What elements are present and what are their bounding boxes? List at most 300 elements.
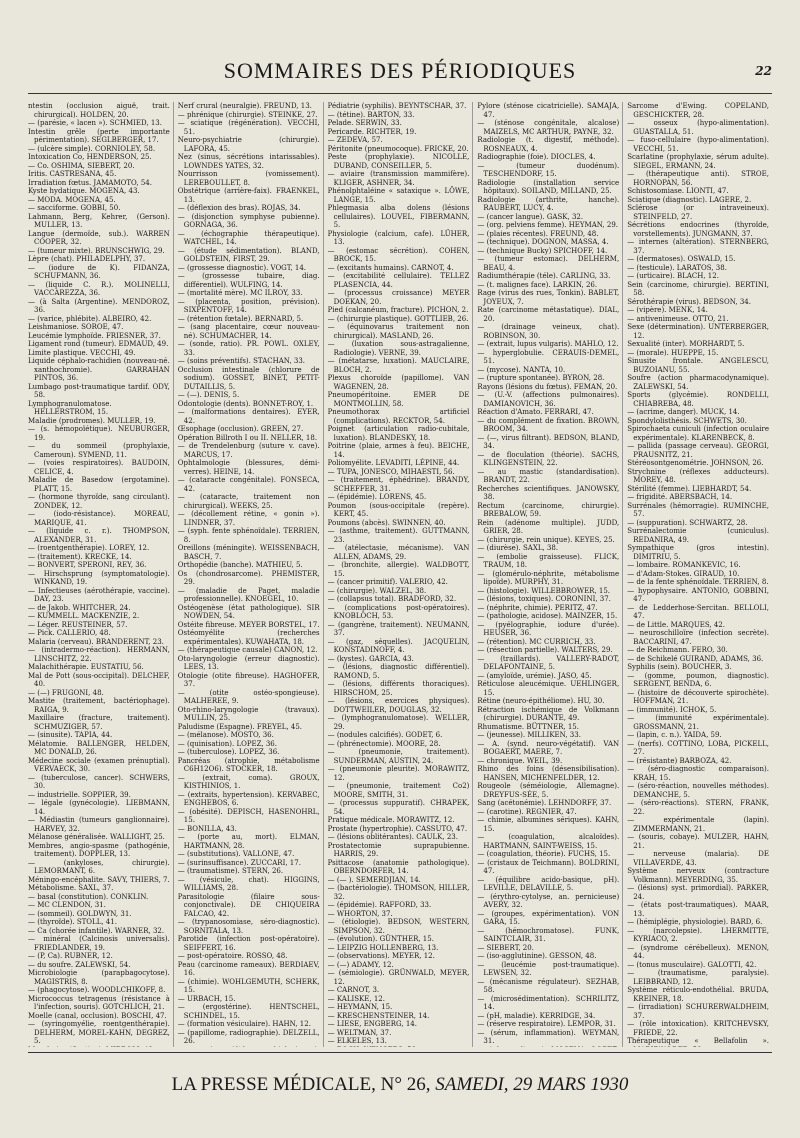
index-entry: — Léger. REUSTEINER, 57. [28,620,128,629]
index-entry: — (morale). HUEPPE, 15. [627,348,719,357]
index-entry: — neuroschilloïre (infection secrète). BACCARINI, 47. [627,629,769,646]
index-entry: Sarcome d'Ewing. COPELAND, GESCHICKTER, 28. [627,102,769,119]
index-entry: — (extrait, coma). GROUX, KISTHINIOS, 1. [177,773,320,790]
index-entry: — industrielle. SOPPIER, 39. [28,790,131,799]
index-entry: — (sonde, ratio). PR. POWL. OXLEY, 33. [177,340,320,357]
index-entry: — Médiastin (tumeurs ganglionnaire). HARVEY, 32. [28,816,170,833]
index-entry: — (U.-V. (affections pulmonaires). DAMIANOVICH, 36. [477,391,620,408]
index-entry: Kyste hydatique. MOGENA, 43. [28,187,140,195]
index-entry: — (placenta, position, prévision). SIXPENTOFF, 14. [177,297,320,314]
index-entry: Oto-laryngologie (erreur diagnostic). LEES, 13. [177,654,320,671]
index-entry: — (t. malignes face). LARKIN, 26. [477,280,598,289]
index-entry: Surrénales (hémorragie). RUMINCHE, 57. [627,501,769,518]
index-entry: — (liquide C. R.). MOLINELLI, VACCAREZZA, 36. [28,280,170,297]
index-entry: Pelade. SERWIN, 33. [327,119,402,127]
index-entry: — internes (altération). STERNBERG, 37. [627,238,769,255]
index-entry: — Ca (chorée infantile). WARNER, 32. [28,926,165,935]
index-entry [328,1046,470,1048]
index-entry: — KRESCHENSTEINER, 14. [327,1011,430,1020]
index-entry: — (groupes, expérimentation). VON GARA, 15. [477,909,620,926]
index-entry: — (carotine). REGNIER, 47. [477,807,577,816]
index-entry: Prostate (hypertrophie). CASSUTO, 47. [327,824,468,833]
index-entry: Lymphogranulomatose. HELLERSTROM, 15. [28,399,112,416]
index-entry: — (phagocytose). WOODLCHIKOFF, 8. [28,986,166,994]
index-entry: Liquide céphalo-rachidien (nouveau-né. xanthochromie). GARRAHAN PINTOS, 36. [28,357,170,382]
index-entry: — (voies respiratoires). BAUDOIN, CELICE, 4. [28,459,170,476]
index-entry: — de Reichmann. FERO, 30. [627,646,728,654]
index-entry: — (lésions oblitérantes). CAULK, 23. [327,833,458,841]
index-entry: Nerf crural (neuralgie). FREUND, 13. [177,102,312,110]
index-entry: — (hémochromatose). FUNK, SAINTCLAIR, 31. [477,926,620,943]
index-entry: — (immunité). ICHOK, 5. [627,705,717,714]
index-entry: — (sinusite). TAPIA, 44. [28,731,113,739]
index-entry: — (nerfs). COTTINO, LOBA, PICKELL, 27. [627,739,769,756]
index-entry: — frigidité. ABERSBACH, 14. [627,493,733,501]
index-entry: — hypophysaire. ANTONIO, GOBBINI, 47. [627,586,769,603]
index-entry: — (tuberculose, cancer). SCHWERS, 30. [28,773,170,790]
index-entry: — (thérapeutique causale) CANON, 12. [177,646,318,654]
index-entry: — (épidémie). RAFFORD, 33. [327,901,432,909]
index-entry: Radiographie (foie). DIOCLES, 4. [477,153,596,161]
index-entry: — de Jakob. WHITCHER, 24. [28,603,131,612]
footer-date: SAMEDI, 29 MARS 1930 [435,1074,629,1095]
index-entry: Malachithérapie. EUSTATIU, 56. [28,663,144,671]
index-entry: Pneumopéritoine. EMER DE MONTMOLLIN, 58. [327,391,470,408]
index-entry: Prostatectomie suprapubienne. HARRIS, 29. [327,841,470,858]
index-entry: — au mastic (standardisation). BRANDT, 22. [477,467,620,484]
index-entry: Pédiatrie (syphilis). BEYNTSCHAR, 37. [327,102,467,110]
index-entry: Ostéogenèse (état pathologique). SIR NOWDEN, 54. [177,603,320,620]
index-entry: — de Little. MARQUES, 42. [627,620,725,629]
index-entry: — (érythro-cytolyse, an. pernicieuse) AVERY, 32. [477,892,620,909]
index-entry: — BONILLA, 43. [177,824,237,833]
index-entry: Radiumthérapie (téle). CARLING, 33. [477,272,611,280]
index-entry: — KUMMELL. MACKENZIE, 2. [28,612,140,620]
index-entry: — LEIPZIG HOLLENBERG, 13. [327,943,439,952]
index-entry: — (technique Bucky) SPICHOFF, 14. [477,246,608,255]
index-entry: Métabolisme. SAXL, 37. [28,884,114,892]
index-entry: — (extrait, lupus vulgaris). MAHLO, 12. [477,340,619,348]
index-entry: Odontologie (dents). BONNET-ROY, 1. [177,399,314,408]
index-entry: Médecine sociale (examen prénuptial). VERVAECK, 30. [28,756,170,773]
index-entry: — (irradiation) SCHURERWALDHEIM, 37. [627,1003,769,1020]
index-entry: — (kystes). GARCIA, 43. [327,654,414,663]
index-entry: Spirochaeta cuniculi (infection oculaire expérimentale). KLARENBECK, 8. [627,425,769,442]
index-entry: — (gomme, poumon, diagnostic). SERGENT, BENDA, 6. [627,671,769,688]
index-entry: Irradiation fœtus. JAMAMOTO, 54. [28,178,152,187]
index-entry: — (diurèse). SAXL, 38. [477,544,559,552]
index-entry: — (technique). DOGNON, MASSA, 4. [477,238,609,246]
index-entry: — (grossesse tubaire, diag. différentiel). WULFING, 14. [177,272,320,289]
index-entry: Malaria (cerveau). BRANDERENT, 23. [28,637,164,646]
index-entry: — (thyroïde). STOLL, 41. [28,918,117,926]
footer-journal: LA PRESSE MÉDICALE, N° 26, [171,1074,431,1095]
index-entry: Lahmann, Berg, Kehrer, (Gerson). MULLER, 13. [28,212,170,229]
index-entry: — (quinisation). LOPEZ, 36. [177,739,277,748]
index-entry: — (grossesse diagnostic). VOGT, 14. [177,263,307,272]
index-entry: — (chirurgie). WALZEL, 38. [327,586,427,595]
index-entry: Moelle (canal, occlusion). BOSCHI, 47. [28,1011,167,1020]
index-entry: Thérapeutique « Bellafolin ». [627,1037,769,1045]
index-entry: — (intradermo-réaction). HERMANN, LINSCHITZ, 22. [28,646,170,663]
index-entry: Pericarde. RICHTER, 19. [327,127,417,136]
index-entry: Peau (carcinome rameaux). BERDIAEV, 16. [177,960,320,977]
index-entry: Scarlatine (prophylaxie, sérum adulte). SIEGEL, ERMANN, 24. [627,153,769,170]
index-entry: — (rétention fœtale). BERNARD, 5. [177,314,304,323]
index-entry: — (résection partielle). WALTERS, 29. [477,646,613,654]
index-entry: Neuro-psychiatrie (chirurgie). LAFORA, 45. [177,136,320,153]
index-entry: — (mortalité mère). MC ILROY, 33. [177,289,303,297]
index-entry: — aviaire (transmission mammifère). KLIGER, ASHNER, 34. [327,170,470,187]
index-entry: Rein (adénome multiple). JUDD, GRIER, 28. [477,518,620,535]
index-entry: Système nerveux (contracture Volkmann). MEYERDING, 35. [627,867,769,884]
index-entry: — (cancer langue). GASK, 32. [477,212,584,221]
page-title: SOMMAIRES DES PÉRIODIQUES [223,58,577,83]
index-entry: — (papillome, radiographie). DELZELL, 26. [177,1028,320,1045]
index-entry: — Hirschsprung (symptomatologie). WINKAND, 19. [28,569,170,586]
index-column-3 [328,102,474,1047]
index-entry: Ligament rond (tumeur). EDMAUD, 49. [28,340,169,348]
index-entry: Mal de Pott (sous-occipital). DELCHEF, 40. [28,671,170,688]
index-entry: Surrénalectomie (cuniculus). REDANIRA, 49. [627,527,769,544]
index-entry: — (narcolepsie). LHERMITTE, KYRIACO, 2. [627,926,769,943]
index-entry: — (traillards). VALLERY-RADOT, DELAFONTAINE, 5. [477,654,620,671]
index-entry: — (chirurgie plastique). GOTTLIEB, 26. [327,314,469,323]
index-entry: Pratique médicale. MORAWITZ, 12. [327,816,455,824]
index-entry: — (cancer primitif). VALERIO, 42. [327,578,448,586]
index-entry: Os (chondrosarcome). PHEMISTER, 29. [177,569,320,586]
index-entry: — URBACH, 15. [177,994,236,1003]
index-entry: Poitrine (plaie, armes à feu). BEICHE, 14. [327,442,470,459]
index-entry: Syphilis (sein). BOUCHER, 3. [627,663,732,671]
index-entry: — (processus croissance) MEYER DOEKAN, 20. [327,289,470,306]
index-entry: — (asthme, traitement). GUTTMANN, 23. [327,527,470,544]
index-entry: — (luxation sous-astragalienne, Radiologie). VERNE, 39. [327,340,470,357]
index-entry: — (gaz, séquelles). JACQUELIN, KONSTADINOFF, 4. [327,637,470,654]
index-entry: — (observations). MEYER, 12. [327,952,435,960]
index-entry: — (nodules calcifiés). GODET, 6. [327,731,443,739]
index-entry [28,1046,170,1048]
index-entry: — (varice, phlébite). ALBEIRO, 42. [28,314,152,323]
index-entry: Phlegmasia alba dolens (lésions cellulaires). LOUVEL, FIBERMANN, 5. [327,204,470,229]
index-entry: — (traitement). KRECKE, 14. [28,552,132,561]
index-entry: — (plaies récentes). FREUND, 48. [477,229,599,238]
index-entry: — (étude sédimentation). BLAND, GOLDSTEIN, FIRST, 29. [177,246,320,263]
index-entry: Opération Billroth I ou II. NELLER, 18. [177,433,318,442]
index-entry: — (acrime, danger). MUCK, 14. [627,408,740,416]
index-entry: — (— ). SEMERDJIAN, 14. [327,875,421,884]
index-entry: — (tumeur duodénum). TESCHENDORF, 15. [477,161,620,178]
index-entry: — (malformations dentaires). EYER, 42. [177,408,320,425]
index-entry: — (métatarse, luxation). MAUCLAIRE, BLOCH, 2. [327,357,470,374]
index-entry: — (jeunesse). MILLIKEN, 33. [477,731,581,739]
index-entry: Paludisme (Espagne). FREYEL, 45. [177,722,303,731]
index-entry: Mastite (traitement, bactériophage). RAIGA, 9. [28,697,170,714]
index-entry: — (tumeur estomac). DELHERM, BEAU, 4. [477,255,620,272]
index-entry: — (embolie graisseuse). FLICK, TRAUM, 18. [477,552,620,569]
index-entry: — (—). DENIS, 5. [177,391,240,399]
index-entry: — (équilibre acido-basique, pH). LEVILLE, DELAVILLE, 5. [477,875,620,892]
index-entry: — (syringomyélie, roentgenthérapie). DELHERM, MOREL-KAHN, DEGREZ, 5. [28,1020,170,1045]
index-entry: Rectum (carcinome, chirurgie). BREBALOW, 59. [477,501,620,518]
index-entry: — (atélectasie, mécanisme). VAN ALLEN, ADAMS, 29. [327,544,470,561]
index-entry: — sciatique (régénération). VECCHI, 51. [177,119,320,136]
index-entry: — (testicule). LARATOS, 38. [627,263,727,272]
index-entry: Soufre (action pharmacodynamique). ZALEWSKI, 54. [627,374,769,391]
index-entry: — du sommeil (prophylaxie, Cameroun). SYMEND, 11. [28,442,170,459]
index-entry: Sympathique (gros intestin). DIMITRIU, 5. [627,544,769,561]
index-entry: — (lapin, c. n.). YAIDA, 59. [627,731,722,739]
index-entry: — (suppuration). SCHWARTZ, 28. [627,518,748,527]
index-entry: — (lésions) syst. primordial). PARKER, 24. [627,884,769,901]
index-entry: — (lésions, toxiques). CORONINI, 37. [477,595,611,603]
index-entry: — LIESE, ENGBERG, 14. [327,1020,417,1028]
index-entry: — de la fente sphénoïdale. TERRIEN, 8. [627,578,769,586]
index-entry: — hyperglobulie. CERAUIS-DEMEL, 51. [477,348,620,365]
index-entry: — (histoire de découverte spirochète). HOFFMAN, 21. [627,688,769,705]
index-entry: — (pyélographie, iodure d'urée). HEUSER, 36. [477,620,620,637]
index-entry: — (—) FRUGONI, 48. [28,688,104,697]
index-entry: — (iodure de K). FIDANZA, SCHUFMANN, 36. [28,263,170,280]
index-entry: — (coagulation, alcaloïdes). HARTMANN, SAINT-WEISS, 15. [477,833,620,850]
index-entry: — fuso-cellulaire (hypo-alimentation). VECCHI, 51. [627,136,769,153]
index-entry: — (déflexion des bras). ROJAS, 34. [177,204,301,212]
index-entry: Lumbago post-traumatique tardif. ODY, 58. [28,382,170,399]
index-entry: — (pneumonie, traitement Co2) MOORE, SMITH, 31. [327,782,470,799]
index-entry: — (syph. fente sphénoïdale). TERRIEN, 8. [177,527,320,544]
index-entry: — Infectieuses (aérothérapie, vaccine). DAY, 23. [28,586,170,603]
index-entry: — (dermatoses). OSWALD, 15. [627,255,736,263]
index-entry: Système réticulo-endothélial. BRUDA, KREINER, 18. [627,986,769,1003]
index-entry: — (disjonction symphyse pubienne). GORNAGA, 36. [177,212,320,229]
index-entry: Poumon (sous-occipitale (repère). KERT, 45. [327,501,470,518]
index-entry: Sexualité (inter). MORHARDT, 5. [627,340,745,348]
index-entry: Œsophage (occlusion). GREEN, 27. [177,425,304,433]
index-entry: ntestin (occlusion aiguë, trait. chirurgical). HOLDEN, 20. [28,102,170,119]
index-entry: Rage (virus des rues, Tonkin). BABLET, JOYEUX, 7. [477,289,620,306]
index-entry: Obstétrique (arrière-faix). FRAENKEL, 13. [177,187,320,204]
index-entry: — (traumatisme). STERN, 26. [177,867,284,875]
footer-rule [28,1052,772,1053]
index-entry: — (lésions, diagnostic différentiel). RAMOND, 5. [327,663,470,680]
index-entry: — (thérapeutique anti). STROE, HORNOPAN, 56. [627,170,769,187]
index-entry [178,1046,320,1048]
index-entry: — (drainage veineux, chat). ROBINSON, 30. [477,323,620,340]
index-entry: — (tonus musculaire). GALOTTI, 42. [627,960,757,969]
index-entry: Péritonite (pneumocoque). FRICKE, 20. [327,144,469,153]
index-entry: — (iodo-résistance). MOREAU, MARIQUE, 41. [28,510,170,527]
index-entry: Sécrétions endocrines (thyroïde, vorstellements). JUNGMANN, 37. [627,221,769,238]
index-entry: — (—, virus filtrant). BEDSON, BLAND, 34. [477,433,620,450]
index-entry: Maladie (prodromes). MULLER, 19. [28,416,156,425]
index-entry: Ophtalmologie (blessures, démi-verres). HEINE, 14. [177,459,320,476]
index-entry: — pallida (passage cerveau). GEORGI, PRAUSNITZ, 21. [627,442,769,459]
index-entry: — (pneumonie pleurite). MORAWITZ, 12. [327,765,470,782]
index-entry: — (sommeil). GOLDWYN, 31. [28,909,132,918]
index-entry: — (évolution). GÜNTHER, 15. [327,935,434,943]
index-entry: — (sang placentaire, cœur nouveau-né). SCHUMACHER, 14. [177,323,320,340]
index-entry: — (otite ostéo-spongieuse). MALHEREE, 9. [177,688,320,705]
index-entry: Méningo-encéphalite. SAVY, THIERS, 7. [28,875,170,884]
index-column-5 [627,102,772,1047]
index-entry: — (porte au, mort). ELMAN, HARTMANN, 28. [177,833,320,850]
index-entry: — ELKELES, 13. [327,1037,387,1045]
index-entry: — (pH, maladie). KERRIDGE, 34. [477,1011,596,1020]
index-entry: — (urticaire). BLACH, 12. [627,272,719,280]
index-entry: Sclérose (or intraveineux). STEINFELD, 27. [627,204,769,221]
index-entry: — (trypanosomiase, séro-diagnostic). SORNITALA, 13. [177,918,320,935]
index-entry: — (décollement rétine, « gonin »). LINDNER, 37. [177,510,320,527]
index-entry: Nourrisson (vomissement). LEREBOULLET, 8. [177,170,320,187]
index-entry: — (microsédimentation). SCHRILITZ, 14. [477,994,620,1011]
index-entry: Iritis. CASTRESANA, 45. [28,170,117,178]
index-entry: Pylore (sténose cicatricielle). SAMAJA, 47. [477,102,620,119]
index-entry: — (sémiologie). GRÜNWALD, MEYER, 12. [327,969,470,986]
index-entry: — (séro-réaction, nouvelles méthodes). DEMANCHE, 5. [627,782,769,799]
index-entry: — (tuberculose). LOPEZ, 36. [177,748,280,756]
index-entry: — (estomac sécrétion). COHEN, BROCK, 15. [327,246,470,263]
index-entry: — HEYMANN, 15. [327,1003,393,1011]
index-entry: — (rétention). MC CURRICH, 33. [477,637,596,646]
index-entry: — WHORTON, 37. [327,909,393,918]
index-entry: — (parésie, « lacen »). SCHMIED, 13. [28,119,162,127]
index-entry: — (épidémie). LORENS, 45. [327,493,427,501]
index-entry: — légale (gynécologie). LIEBMANN, 14. [28,799,170,816]
index-entry: — (rupture spontanée). BYRON, 28. [477,374,605,382]
index-entry: — (vipère). MENK, 14. [627,306,708,314]
index-entry: — (P, Ca). RUBNER, 12. [28,952,113,960]
index-entry: — (pathologie, acidose). MAINZER, 15. [477,612,618,620]
index-entry: — (étiologie). BEDSON, WESTERN, SIMPSON, 32. [327,918,470,935]
index-entry: Rate (carcinome métastatique). DIAL, 20. [477,306,620,323]
index-entry: — (mécanisme régulateur). SEZHAB, 58. [477,977,620,994]
index-entry: — de floculation (théorie). SACHS, KLINGENSTEIN, 22. [477,450,620,467]
index-entry: — basal (constitution). CONKLIN. [28,892,149,901]
index-entry: Réticulose aleucémique. UEHLINGER, 15. [477,680,620,697]
index-entry: — (chirurgie, rein unique). KEYES, 25. [477,535,615,544]
index-entry: Pneumothorax artificiel (complications). RECKTOR, 54. [327,408,470,425]
index-entry: — (cristaux de Teichmann). BOLDRINI, 47. [477,858,620,875]
index-entry: Rétraction ischémique de Volkmann (chirurgie). DURANTE, 49. [477,705,620,722]
index-entry: — post-opératoire. ROSSO, 48. [177,952,288,960]
index-entry: — (bronchite, allergie). WALDBOTT, 15. [327,561,470,578]
index-entry: — (séro-réactions). STERN, FRANK, 22. [627,799,769,816]
index-entry: — (phrénectomie). MOORE, 28. [327,739,441,748]
index-entry: — CARNOT, 3. [327,986,380,994]
index-entry: — phrénique (chirurgie). STEINKE, 27. [177,110,318,119]
index-entry: — (traitement, éphédrine). BRANDY, SCHEFFER, 31. [327,476,470,493]
index-entry: — (lymphogranulomatose). WELLER, 29. [327,714,470,731]
index-entry: — (gangrène, traitement). NEUMANN, 37. [327,620,470,637]
index-columns [28,102,772,1047]
index-entry: — (traumatisme, paralysie). LEIBBRAND, 12. [627,969,769,986]
index-entry: — nerveuse (malaria). DE VILLAVERDE, 43. [627,850,769,867]
index-entry: — (réserve respiratoire). LEMPOR, 31. [477,1020,616,1028]
index-entry: — KALISKE, 12. [327,994,385,1003]
index-entry: Schistosomiase. LIONTI, 47. [627,187,729,195]
index-entry: — (lésions, différents thoraciques). HIRSCHOM, 25. [327,680,470,697]
index-entry: Parasitologie (filaire sous-conjonctivale). DE CHIQUEIRA FALCAO, 42. [177,892,320,918]
index-entry: Strychnine (réflexes adducteurs). MOREY, 48. [627,467,769,484]
index-entry: Leucémie lymphoïde. FRIESNER, 37. [28,331,161,340]
index-entry: — MODA. MOGENA, 45. [28,195,116,204]
index-entry: — (iso-agglutinine). GESSON, 48. [477,952,597,960]
index-entry: Phénolphtaléine « sataxique ». LÖWE, LANGE, 15. [327,187,470,204]
index-entry: Psittacose (anatomie pathologique). OBERNDORFER, 14. [327,858,470,875]
index-entry: — (cataracte, traitement non chirurgical). WEEKS, 25. [177,493,320,510]
index-entry: — (pneumonie, traitement). SUNDERMAN, AUSTIN, 24. [327,748,470,765]
index-entry: — sacciforme. GOBBI, 50. [28,204,121,212]
index-entry: Mélanose généralisée. WALLIGHT, 25. [28,833,165,841]
index-column-1 [28,102,174,1047]
index-entry: — (roentgenthérapie). LOREY, 12. [28,544,150,552]
index-entry: Sein (carcinome, chirurgie). BERTINI, 58. [627,280,769,297]
index-entry: — (liquide c. r.). THOMPSON, ALEXANDER, 31. [28,527,170,544]
index-entry: — (obésité). DEPISCH, HASENOHRL, 15. [177,807,320,824]
index-entry: Radiologie (arthrite, hanche). RAUBERT, LUCY, 4. [477,195,620,212]
index-entry: — Pick. CALLERIO, 48. [28,629,111,637]
index-entry: — expérimentale (lapin). ZIMMERMANN, 21. [627,816,769,833]
index-entry: Rhumatisme. BÜTTNER, 15. [477,722,579,731]
index-entry: Microbiologie (parapbagocytose). MAGISTRIS, 8. [28,969,170,986]
index-entry: — du complément de fixation. BROWN, BROOM, 34. [477,416,620,433]
page-number: 22 [755,64,772,78]
index-entry: Sérothérapie (virus). BEDSON, 34. [627,297,751,306]
index-entry: Nez (sinus, sécrétions intarissables). LOWNDES YATES, 32. [177,153,320,170]
index-entry: Limite plastique. VECCHI, 49. [28,348,136,357]
index-entry: — (histologie). WILLEBBROWER, 15. [477,586,611,595]
index-entry: — (substitutions). VALLONE, 47. [177,850,295,858]
index-entry: Maladie de Basedow (ergotamine). PLATT, 15. [28,476,170,493]
index-entry: — SIEBERT, 20. [477,943,534,952]
index-column-4 [477,102,623,1047]
index-entry: — (extraits, hypertension). KERVABEC, ENGHEBOS, 6. [177,790,320,807]
index-entry: Ostéite fibreuse. MEYER BORSTEL, 17. [177,620,320,629]
index-entry: — chronique. WEIL, 39. [477,756,563,765]
index-entry: Physiologie (calcium, cafe). LÜHER, 13. [327,229,470,246]
index-entry: Stéréosontgenométrie. JOHNSON, 26. [627,459,764,467]
index-entry: — (leucémie post-traumatique). LEWSEN, 32. [477,960,620,977]
index-entry: — (formation vésiculaire). HAHN, 12. [177,1020,311,1028]
index-entry: — TUPA, JONESCO, MIHAESTI, 56. [327,467,455,476]
index-entry: Otologie (otite fibreuse). HAGHOFER, 37. [177,671,320,688]
index-column-2 [178,102,324,1047]
index-entry: Réaction d'Amato. FERRARI, 47. [477,408,594,416]
index-entry: Poliomyélite. LEVADITI, LÉPINE, 44. [327,459,460,467]
index-entry: Mélatomie. BALLENGER, HELDEN, MC DONALD, 26. [28,739,170,756]
index-entry: — (glomérulo-néphrite, métabolisme lipoïde). MURPHY, 31. [477,569,620,586]
index-entry: — (immunité expérimentale). GROSSMANN, 21. [627,714,769,731]
page-header [0,0,800,90]
index-entry: — (cataracte congénitale). FONSECA, 42. [177,476,320,493]
index-entry: — A. (synd. neuro-végétatif). VAN BOGAERT, MAERE, 7. [477,739,620,756]
index-entry: Rhino des foins (désensibilisation). HANSEN, MICHENFELDER, 12. [477,765,620,782]
index-entry: Recherches scientifiques. JANOWSKY, 38. [477,484,620,501]
index-entry: — (collapsus total). BRADFORD, 32. [327,595,457,603]
index-entry: — BONVERT, SPERONI, REY, 36. [28,561,147,569]
index-entry: Sports (glycémie). RONDELLI, CHIABREBA, 48. [627,391,769,408]
index-entry: — de Ledderhose-Sercitan. BELLOLI, 47. [627,603,769,620]
index-entry: — (ulcère simple). CORNIOLEY, 58. [28,144,156,153]
index-entry: — (org. pelviens femme). HEYMAN, 29. [477,221,619,229]
index-entry: — du soufre. ZALEWSKI, 54. [28,960,131,969]
index-entry: — ZEDEVA, 57. [327,136,383,144]
index-entry: — minéral (Calcinosis universalis). FRIEDLANDER, 19. [28,935,170,952]
index-entry: — MC CLENDON, 31. [28,901,106,909]
index-entry: Ostéomyélite (recherches expérimentales). KUWAHATA, 18. [177,629,320,646]
index-entry: — (mélanose). MOSTO, 36. [177,731,274,739]
index-entry: — antivenimeuse. OTTO, 21. [627,314,729,323]
